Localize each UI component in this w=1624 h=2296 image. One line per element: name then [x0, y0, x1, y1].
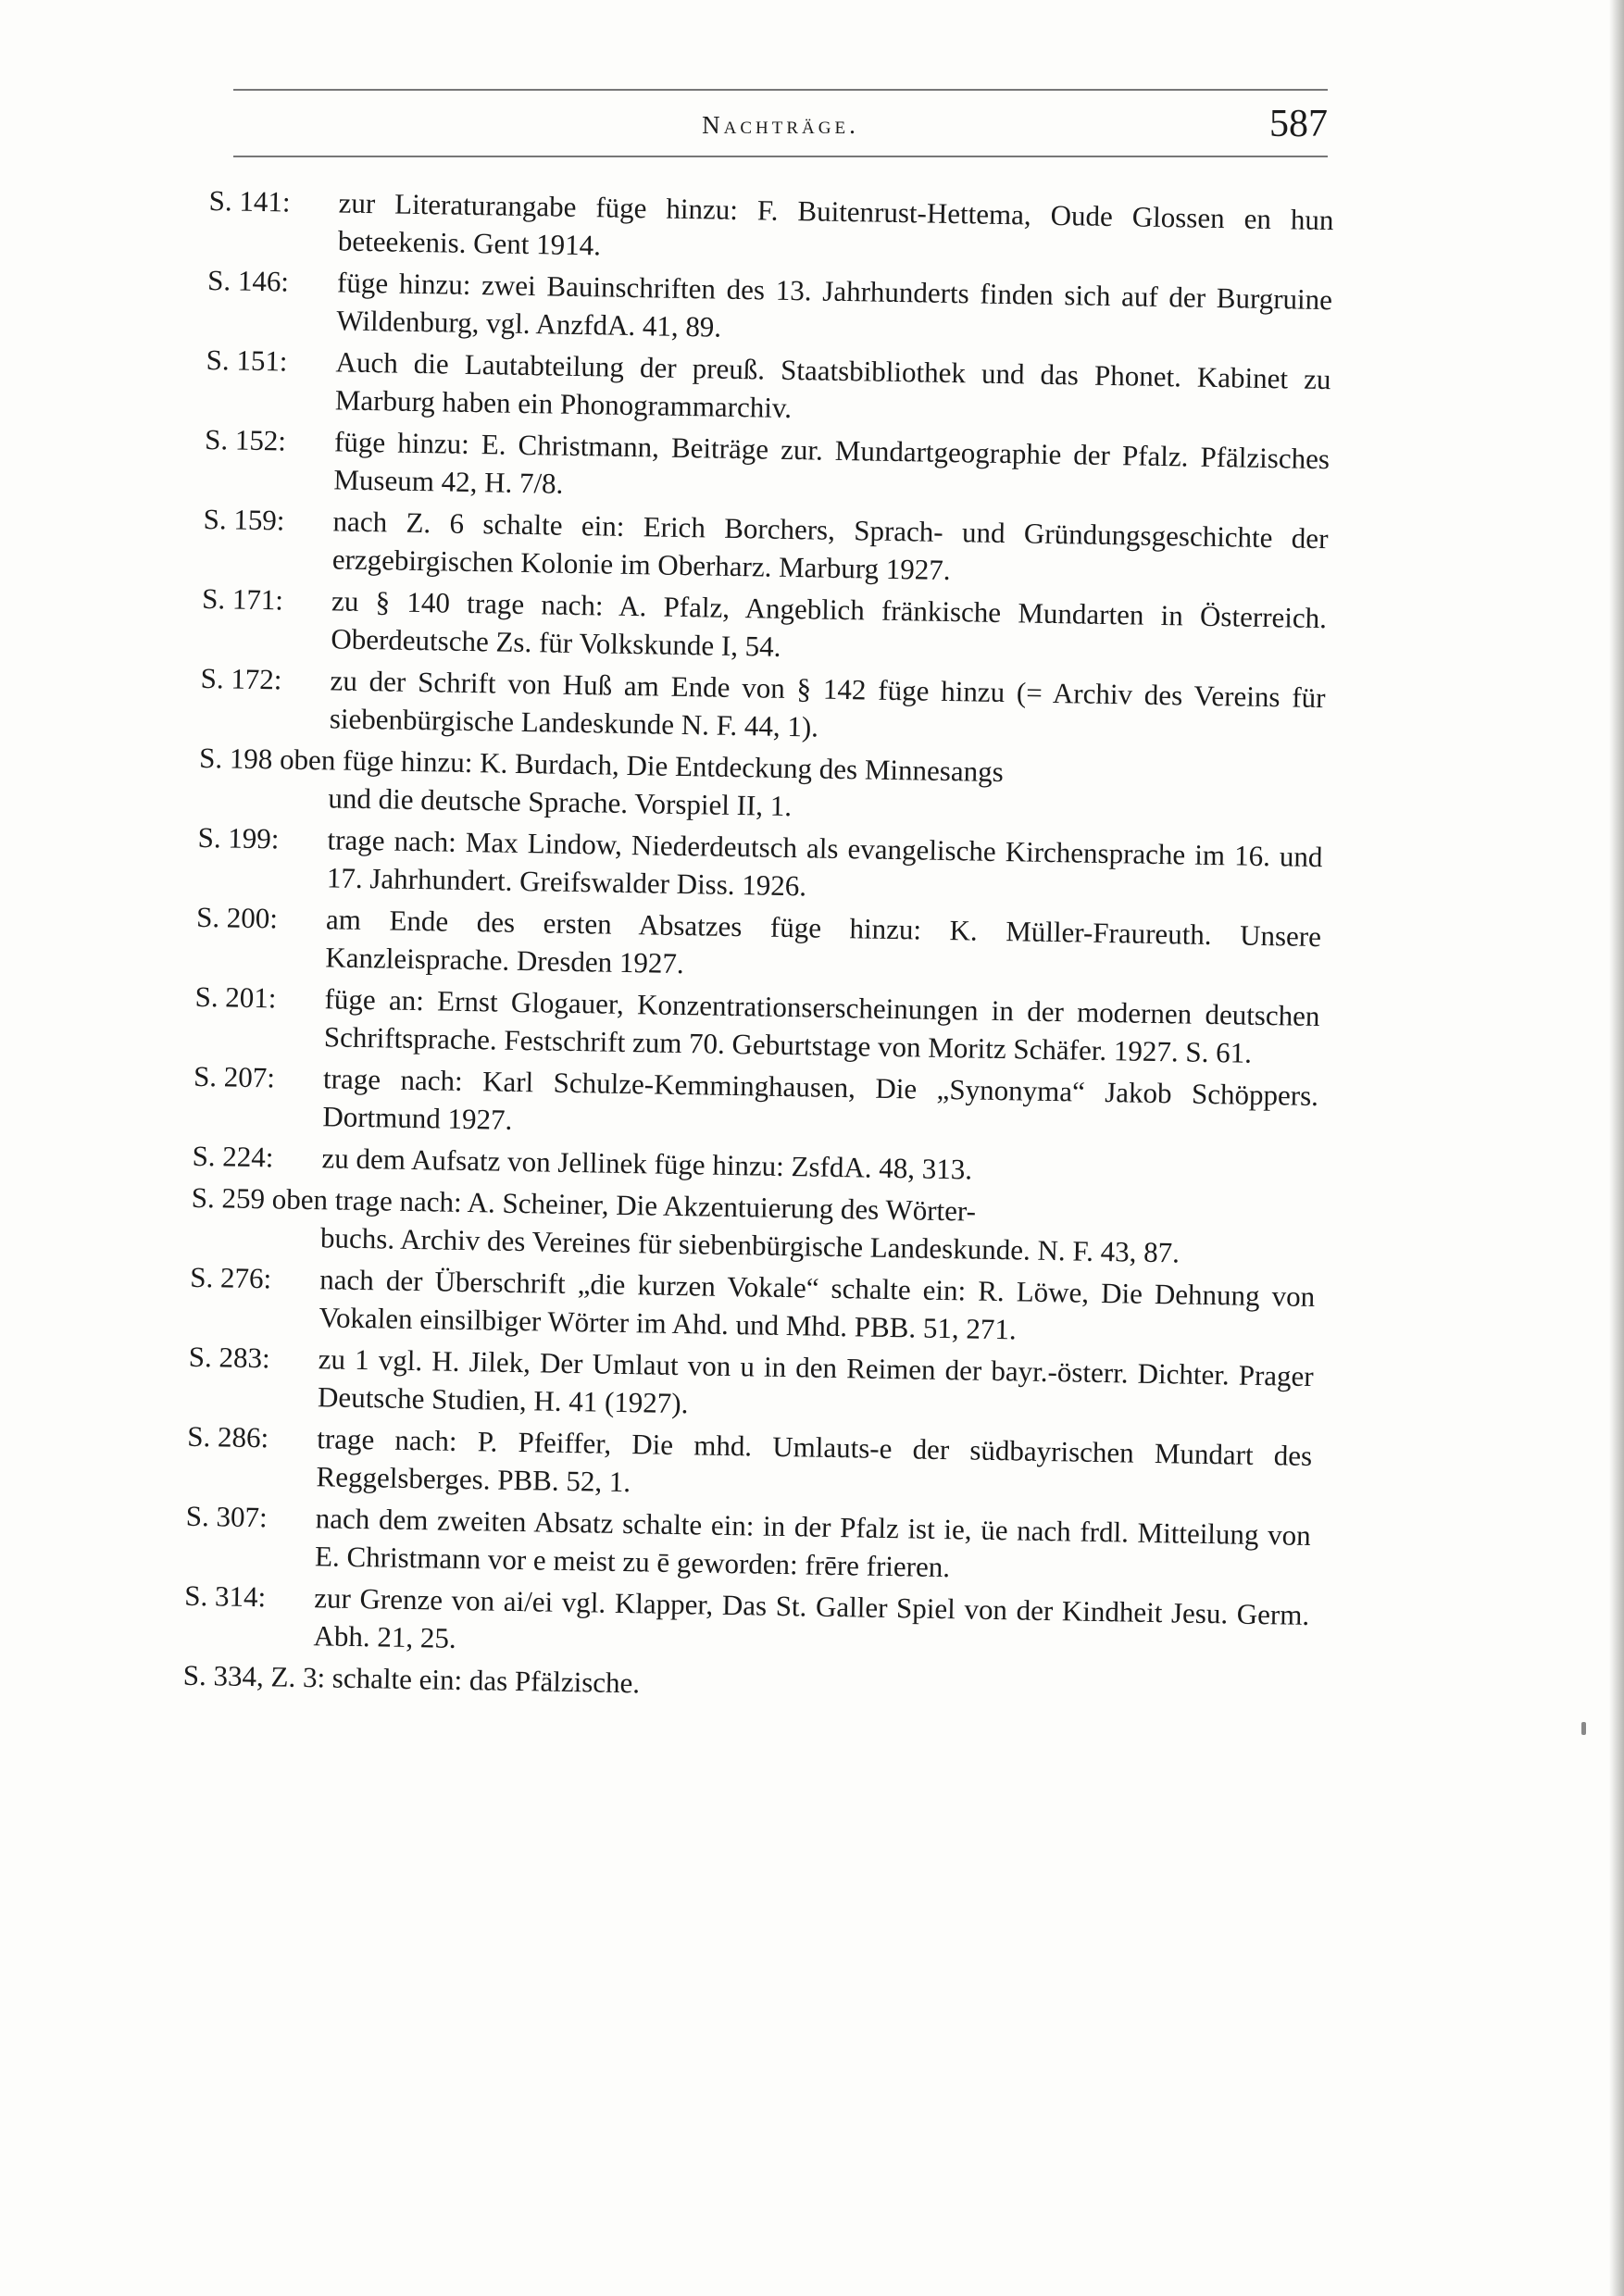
running-title: Nachträge. [702, 111, 859, 139]
entry-text-rest: buchs. Archiv des Vereines für siebenbürgische Landeskunde. N. F. 43, 87. [319, 1221, 1181, 1269]
page-ref: S. 283: [188, 1340, 270, 1375]
addendum-entry [206, 261, 1332, 356]
page-ref: S. 200: [195, 900, 279, 935]
entry-text: nach Z. 6 schalte ein: Erich Borchers, Sprach- und Gründungsgeschichte der erzgebirgischen Kolonie im Oberharz. Marburg 1927. [331, 505, 1329, 587]
addenda-list [182, 181, 1333, 1717]
entry-text-first: oben trage nach: A. Scheiner, Die Akzentuierung des Wörter- [271, 1182, 977, 1228]
addendum-entry [208, 181, 1334, 277]
page-ref: S. 307: [185, 1499, 268, 1534]
header-top-rule [233, 89, 1328, 91]
addendum-entry [188, 1338, 1314, 1433]
addendum-entry [194, 978, 1320, 1073]
entry-text: füge an: Ernst Glogauer, Konzentrationserscheinungen in der modernen deutschen Schriftsprache. Festschrift zum 70. Geburtstage von Moritz Schäfer. 1927. S. 61. [323, 982, 1320, 1069]
header-bottom-rule [233, 156, 1328, 157]
page-ref: S. 171: [201, 581, 284, 617]
page-ref: S. 314: [184, 1578, 267, 1614]
page-ref: S. 207: [193, 1059, 276, 1094]
page-ref: S. 198 [198, 741, 273, 776]
entry-text: am Ende des ersten Absatzes füge hinzu: K. Müller-Fraureuth. Unsere Kanzleisprache. Dresden 1927. [325, 903, 1322, 980]
page-ref: S. 334, [182, 1658, 265, 1693]
addendum-entry [204, 420, 1330, 516]
page-ref: S. 259 [191, 1180, 266, 1216]
entry-text: Auch die Lautabteilung der preuß. Staatsbibliothek und das Phonet. Kabinet zu Marburg haben ein Phonogrammarchiv. [334, 345, 1331, 425]
addendum-entry [193, 1057, 1318, 1153]
page-ref: S. 141: [208, 183, 291, 218]
addendum-entry [200, 659, 1326, 755]
page-ref: S. 159: [203, 502, 285, 537]
addendum-entry [189, 1258, 1315, 1354]
page-ref: S. 276: [190, 1260, 272, 1295]
addendum-entry [206, 341, 1331, 436]
addendum-entry [201, 580, 1327, 675]
page-ref: S. 286: [187, 1419, 269, 1454]
entry-text: zur Grenze von ai/ei vgl. Klapper, Das St. Galler Spiel von der Kindheit Jesu. Germ. Abh. 21, 25. [313, 1581, 1310, 1654]
page-ref: S. 146: [206, 263, 290, 298]
entry-text: zu 1 vgl. H. Jilek, Der Umlaut von u in den Reimen der bayr.-österr. Dichter. Prager Deutsche Studien, H. 41 (1927). [317, 1342, 1314, 1420]
addendum-entry [185, 1497, 1311, 1592]
addendum-entry [197, 818, 1323, 914]
page-ref: S. 224: [192, 1139, 274, 1174]
page-number: 587 [1269, 103, 1328, 145]
entry-text: füge hinzu: E. Christmann, Beiträge zur. Mundartgeographie der Pfalz. Pfälzisches Museum 42, H. 7/8. [333, 425, 1330, 500]
entry-text: nach dem zweiten Absatz schalte ein: in der Pfalz ist ie, üe nach frdl. Mitteilung von E. Christmann vor e meist zu ē geworden: frēre frieren. [314, 1502, 1311, 1584]
page-ref: S. 199: [197, 820, 280, 855]
entry-text-first: oben füge hinzu: K. Burdach, Die Entdeckung des Minnesangs [279, 742, 1005, 789]
addendum-entry [191, 1179, 1317, 1274]
entry-text-rest: und die deutsche Sprache. Vorspiel II, 1. [328, 781, 793, 823]
entry-text: zu § 140 trage nach: A. Pfalz, Angeblich fränkische Mundarten in Österreich. Oberdeutsche Zs. für Volkskunde I, 54. [331, 584, 1328, 663]
page-ref: S. 172: [200, 661, 282, 696]
entry-text: zu dem Aufsatz von Jellinek füge hinzu: ZsfdA. 48, 313. [321, 1142, 973, 1186]
entry-text: trage nach: P. Pfeiffer, Die mhd. Umlauts-e der südbayrischen Mundart des Reggelsberges. PBB. 52, 1. [316, 1422, 1313, 1499]
entry-text: trage nach: Max Lindow, Niederdeutsch als evangelische Kirchensprache im 16. und 17. Jahrhundert. Greifswalder Diss. 1926. [326, 823, 1323, 903]
addendum-entry [203, 500, 1329, 595]
running-head [233, 102, 1328, 157]
page-ref: S. 151: [206, 343, 288, 378]
addendum-entry [183, 1577, 1309, 1672]
entry-text: trage nach: Karl Schulze-Kemminghausen, Die „Synonyma“ Jakob Schöppers. Dortmund 1927. [322, 1062, 1319, 1136]
entry-text: zu der Schrift von Huß am Ende von § 142 füge hinzu (= Archiv des Vereins für siebenbürgische Landeskunde N. F. 44, 1). [329, 664, 1326, 743]
page-edge-shadow [1609, 0, 1624, 2296]
margin-speck [1581, 1722, 1586, 1735]
entry-text: nach der Überschrift „die kurzen Vokale“ schalte ein: R. Löwe, Die Dehnung von Vokalen einsilbiger Wörter im Ahd. und Mhd. PBB. 51, 271. [319, 1263, 1316, 1346]
addendum-entry [186, 1417, 1312, 1513]
entry-text: füge hinzu: zwei Bauinschriften des 13. Jahrhunderts finden sich auf der Burgruine Wildenburg, vgl. AnzfdA. 41, 89. [336, 266, 1333, 343]
addendum-entry [195, 898, 1321, 993]
entry-text: zur Literaturangabe füge hinzu: F. Buitenrust-Hettema, Oude Glossen en hun beteekenis. Gent 1914. [337, 186, 1334, 262]
entry-text-first: Z. 3: schalte ein: das Pfälzische. [270, 1660, 641, 1700]
page-ref: S. 201: [194, 980, 277, 1015]
page-ref: S. 152: [204, 422, 287, 457]
addendum-entry [198, 739, 1324, 834]
